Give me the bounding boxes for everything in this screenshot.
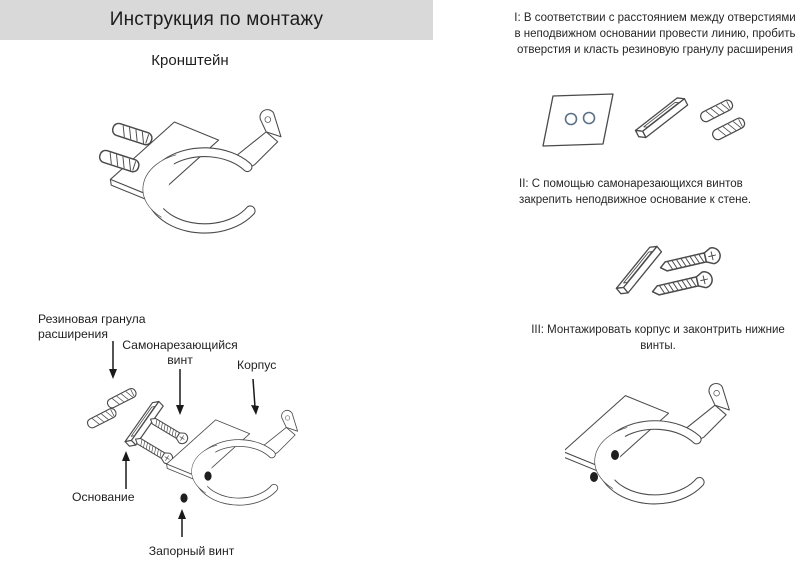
locking-screw-dot (611, 450, 619, 460)
label-arrow (178, 509, 186, 537)
step-3-figure (565, 382, 765, 527)
step-2-figure (605, 225, 750, 307)
screw-drawing (659, 246, 722, 275)
wall-screw-drawing (98, 149, 140, 173)
label-arrow (251, 379, 259, 415)
base-drawing (631, 95, 692, 140)
anchor-drawing (699, 98, 734, 123)
part-label-locking-screw: Запорный винт (148, 544, 235, 558)
page-title: Инструкция по монтажу (109, 9, 324, 30)
step-2-text: II: С помощью самонарезающихся винтов закрепить неподвижное основание к стене. (519, 178, 752, 207)
label-arrow (176, 369, 184, 415)
screw-drawing (148, 414, 190, 445)
anchor-drawing (106, 387, 138, 409)
screw-drawing (133, 434, 175, 465)
header-band (0, 0, 433, 40)
part-label-body: Корпус (237, 358, 277, 372)
marked-plate-drawing (543, 94, 613, 146)
part-label-rubber-granule: Резиновая гранула расширения (38, 312, 146, 342)
label-arrow (109, 341, 117, 379)
drill-hole (566, 114, 577, 125)
step-1-figure (535, 86, 750, 164)
product-subtitle: Кронштейн (151, 52, 229, 69)
wall-screw-drawing (111, 122, 153, 146)
part-label-base: Основание (72, 490, 135, 504)
anchor-drawing (86, 407, 118, 429)
screw-drawing (651, 270, 714, 299)
locking-screw-dot (180, 493, 187, 502)
drill-hole (584, 113, 595, 124)
locking-screw-dot (204, 471, 211, 480)
step-3-text: III: Монтажировать корпус и законтрить нижние винты. (531, 324, 785, 353)
bracket-body-drawing (565, 384, 729, 504)
label-arrow (122, 451, 130, 489)
bracket-body-drawing (167, 410, 298, 505)
main-bracket-figure (85, 92, 295, 242)
part-label-self-tapping-screw: Самонарезающийся винт (122, 338, 238, 368)
locking-screw-dot (590, 472, 598, 482)
step-1-text: I: В соответствии с расстоянием между отверстиями в неподвижном основании провести линию, пробить отверстия и класть резиновую гранулу расширения (514, 12, 796, 57)
anchor-drawing (711, 116, 746, 141)
